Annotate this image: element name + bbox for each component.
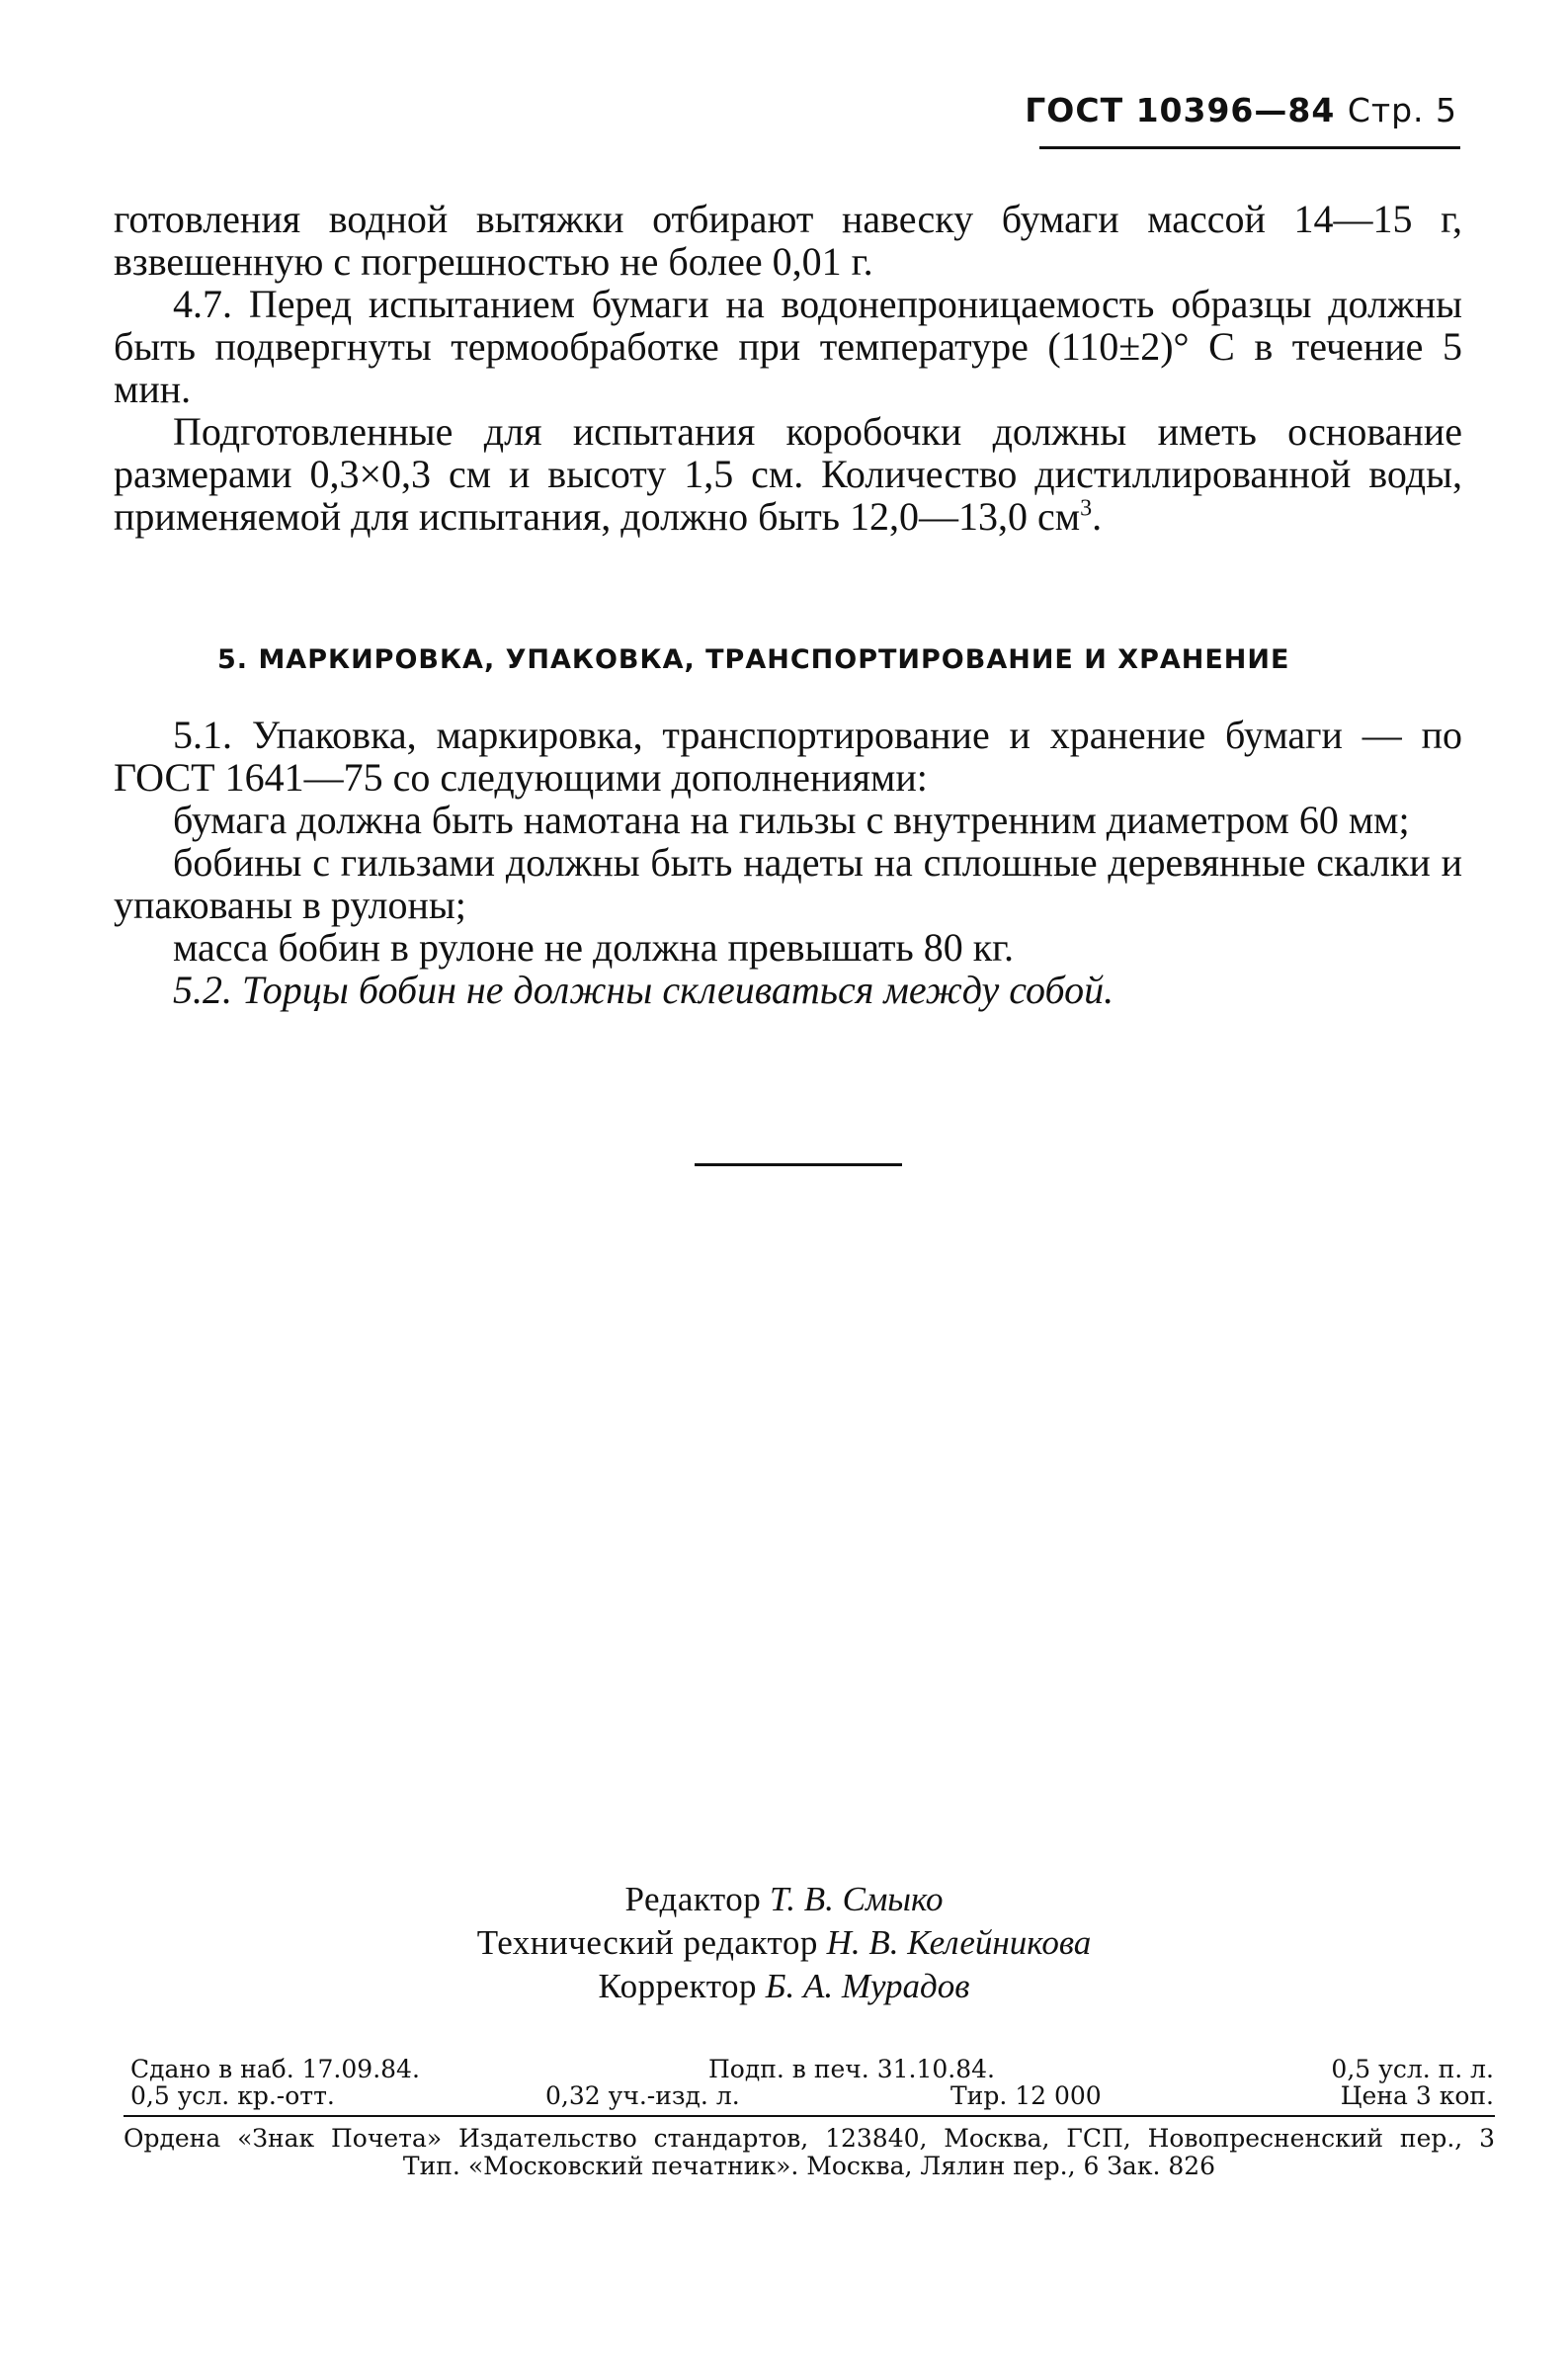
imprint-print-sheets: 0,5 усл. п. л. xyxy=(1331,2055,1494,2083)
imprint-color-prints: 0,5 усл. кр.-отт. xyxy=(130,2081,335,2110)
paragraph-sleeves: бумага должна быть намотана на гильзы с внутренним диаметром 60 мм; xyxy=(173,798,1410,842)
paragraph-test-boxes xyxy=(114,410,1462,538)
credit-name: Т. В. Смыко xyxy=(769,1880,944,1918)
credit-role: Корректор xyxy=(598,1967,758,2005)
paragraph-4-7: 4.7. Перед испытанием бумаги на водонепроницаемость образцы должны быть подвергнуты термообработке при температуре (110±2)° С в течение 5 мин. xyxy=(114,282,1462,411)
section-4-text xyxy=(114,198,1462,538)
publisher-block xyxy=(124,2125,1495,2180)
section-5-text xyxy=(114,714,1462,1011)
running-header xyxy=(1025,91,1457,129)
paragraph-test-boxes-text: Подготовленные для испытания коробочки должны иметь основание размерами 0,3×0,3 см и высоту 1,5 см. Количество дистиллированной воды, применяемой для испытания, должно быть 12,0—13,0 см xyxy=(114,409,1462,539)
paragraph-continuation: готовления водной вытяжки отбирают навеску бумаги массой 14—15 г, взвешенную с погрешностью не более 0,01 г. xyxy=(114,197,1462,284)
publisher-line: Ордена «Знак Почета» Издательство стандартов, 123840, Москва, ГСП, Новопресненский пер., 3 xyxy=(124,2124,1495,2153)
imprint-signed: Подп. в печ. 31.10.84. xyxy=(708,2055,995,2083)
imprint-block xyxy=(130,2056,1494,2109)
imprint-circulation: Тир. 12 000 xyxy=(950,2081,1102,2110)
imprint-price: Цена 3 коп. xyxy=(1340,2081,1494,2110)
superscript-cubic: 3 xyxy=(1080,495,1093,522)
paragraph-5-2: 5.2. Торцы бобин не должны склеиваться между собой. xyxy=(173,968,1114,1012)
section-5-heading: 5. МАРКИРОВКА, УПАКОВКА, ТРАНСПОРТИРОВАНИЕ И ХРАНЕНИЕ xyxy=(217,644,1290,675)
credit-corrector xyxy=(0,1965,1568,2008)
paragraph-bobbins: бобины с гильзами должны быть надеты на сплошные деревянные скалки и упакованы в рулоны; xyxy=(114,840,1462,927)
header-rule xyxy=(1039,146,1460,149)
end-rule xyxy=(695,1163,902,1166)
credit-editor xyxy=(0,1878,1568,1921)
credit-role: Редактор xyxy=(624,1880,762,1918)
credits-block xyxy=(0,1878,1568,2008)
credit-name: Н. В. Келейникова xyxy=(826,1923,1092,1962)
printer-line: Тип. «Московский печатник». Москва, Лялин пер., 6 Зак. 826 xyxy=(402,2152,1216,2180)
paragraph-mass: масса бобин в рулоне не должна превышать 80 кг. xyxy=(173,925,1015,970)
paragraph-test-boxes-end: . xyxy=(1092,494,1103,539)
imprint-submitted: Сдано в наб. 17.09.84. xyxy=(130,2055,420,2083)
imprint-row xyxy=(130,2056,1494,2082)
imprint-rule xyxy=(124,2115,1495,2117)
credit-tech-editor xyxy=(0,1921,1568,1965)
credit-name: Б. А. Мурадов xyxy=(765,1967,970,2005)
imprint-publisher-sheets: 0,32 уч.-изд. л. xyxy=(545,2081,740,2110)
credit-role: Технический редактор xyxy=(476,1923,818,1962)
imprint-row xyxy=(130,2082,1494,2109)
standard-number: ГОСТ 10396—84 xyxy=(1025,91,1336,129)
page-number: Стр. 5 xyxy=(1347,91,1457,129)
paragraph-5-1: 5.1. Упаковка, маркировка, транспортирование и хранение бумаги — по ГОСТ 1641—75 со следующими дополнениями: xyxy=(114,713,1462,800)
